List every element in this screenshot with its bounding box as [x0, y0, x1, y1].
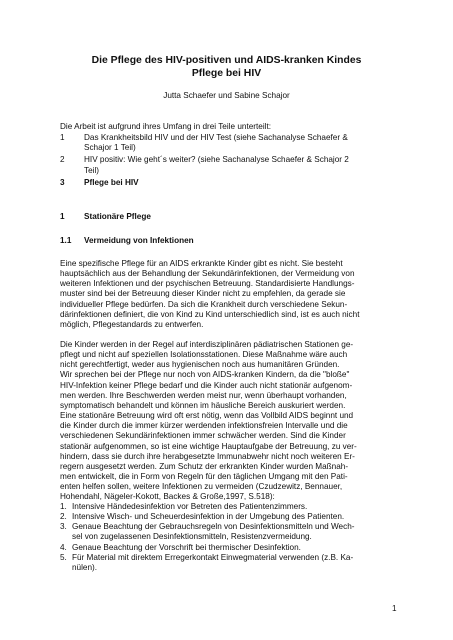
- title-line-2: Pflege bei HIV: [191, 68, 262, 79]
- title-line-1: Die Pflege des HIV-positiven und AIDS-kranken Kindes: [91, 55, 362, 66]
- list-item: 2. Intensive Wisch- und Scheuerdesinfektion in der Umgebung des Patienten.: [60, 512, 345, 522]
- measures-list: [60, 502, 398, 573]
- list-item: 5. Für Material mit direktem Erregerkontakt Einwegmaterial verwenden (z.B. Ka- nülen).: [60, 552, 354, 572]
- toc-item-3: 3 Pflege bei HIV: [60, 177, 139, 187]
- subsection-heading: 1.1 Vermeidung von Infektionen: [60, 236, 194, 245]
- toc-item-2: 2 HIV positiv: Wie geht´s weiter? (siehe Sachanalyse Schaefer & Schajor 2 Teil): [60, 155, 349, 175]
- paragraph-2: Die Kinder werden in der Regel auf interdisziplinären pädiatrischen Stationen ge- pflegt und nicht auf speziellen Isolationsstationen. Diese Maßnahme wäre auch nicht gerechtfertigt, weder aus hygienischen noch aus humanitären Gründen. Wir sprechen bei der Pflege nur noch von AIDS-kranken Kindern, da die "bloße" HIV-Infektion keiner Pflege bedarf und die Kinder auch nicht stationär aufgenom- men werden. Ihre Beschwerden werden meist nur, wenn überhaupt vorhanden, symptomatisch behandelt und können im häusliche Bereich auskuriert werden. Eine stationäre Betreuung wird oft erst nötig, wenn das Vollbild AIDS beginnt und die Kinder durch die immer kürzer werdenden infektionsfreien Intervalle und die verschiedenen Sekundärinfektionen immer schwächer werden. Sind die Kinder stationär aufgenommen, so ist eine wichtige Hauptaufgabe der Betreuung, zu ver- hindern, dass sie durch ihre herabgesetzte Immunabwehr nicht noch weiteren Er- regern ausgesetzt werden. Zum Schutz der erkrankten Kinder wurden Maßnah- men entwickelt, die in Form von Regeln für den täglichen Umgang mit den Pati- enten helfen sollen, weitere Infektionen zu vermeiden (Czudzewitz, Bennauer, Hohendahl, Nägeler-Kokott, Backes & Große,1997, S.518):: [60, 340, 357, 502]
- list-item: 1. Intensive Händedesinfektion vor Betreten des Patientenzimmers.: [60, 502, 308, 511]
- paragraph-1: Eine spezifische Pflege für an AIDS erkrankte Kinder gibt es nicht. Sie besteht hauptsächlich aus der Behandlung der Sekundärinfektionen, der Vermeidung von weiteren Infektionen und der psychischen Betreuung. Standardisierte Handlungs- muster sind bei der Betreuung dieser Kinder nicht zu empfehlen, da gerade sie individueller Pflege bedürfen. Da sich die Krankheit durch verschiedene Sekun- därinfektionen definiert, die von Kind zu Kind unterschiedlich sind, ist es auch nicht möglich, Pflegestandards zu entwerfen.: [60, 259, 360, 329]
- document-title: [0, 54, 453, 80]
- list-item: 3. Genaue Beachtung der Gebrauchsregeln von Desinfektionsmitteln und Wech- sel von zugelassenen Desinfektionsmitteln, Resistenzvermeidung.: [60, 522, 355, 542]
- list-item: 4. Genaue Beachtung der Vorschrift bei thermischer Desinfektion.: [60, 542, 301, 552]
- intro-text: Die Arbeit ist aufgrund ihres Umfang in drei Teile unterteilt:: [60, 122, 272, 131]
- authors: Jutta Schaefer und Sabine Schajor: [163, 91, 290, 100]
- toc-item-1: 1 Das Krankheitsbild HIV und der HIV Test (siehe Sachanalyse Schaefer & Schajor 1 Teil): [60, 133, 348, 153]
- toc-list: [60, 133, 400, 188]
- section-heading: 1 Stationäre Pflege: [60, 212, 151, 221]
- page-number: 1: [392, 604, 397, 613]
